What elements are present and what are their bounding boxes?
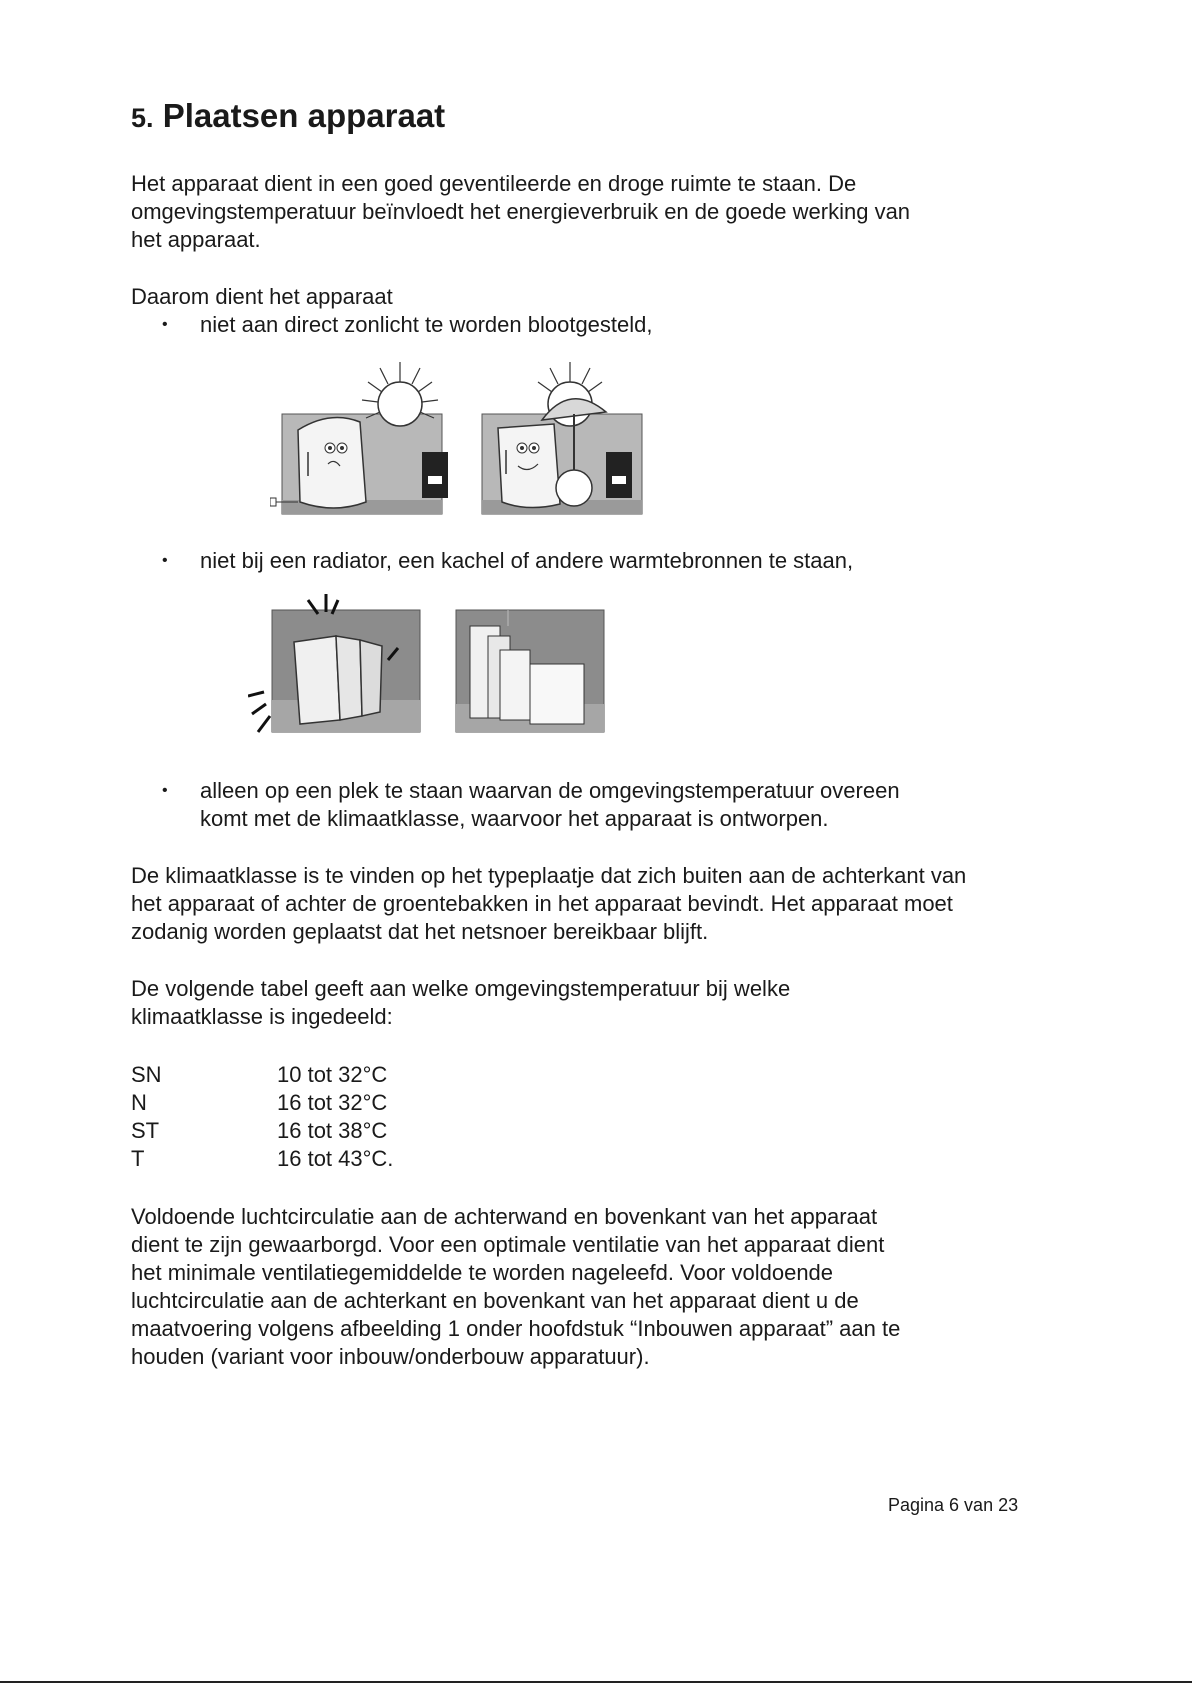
- lead-text: Daarom dient het apparaat: [131, 284, 393, 309]
- page-number: Pagina 6 van 23: [888, 1495, 1019, 1515]
- heat-source-illustration: [248, 592, 608, 738]
- temperature-range: 16 tot 43°C.: [277, 1146, 394, 1171]
- fridge-in-sun-icon: [270, 362, 448, 514]
- section-number: 5.: [131, 103, 154, 133]
- klimaat-line: het apparaat of achter de groentebakken in het apparaat bevindt. Het apparaat moet: [131, 891, 953, 916]
- bullet-text: niet aan direct zonlicht te worden blootgesteld,: [200, 312, 653, 337]
- temperature-range: 16 tot 38°C: [277, 1118, 388, 1143]
- bullet-icon: •: [162, 552, 168, 569]
- table-intro-line: De volgende tabel geeft aan welke omgevingstemperatuur bij welke: [131, 976, 791, 1001]
- climate-class: T: [131, 1146, 145, 1171]
- temperature-range: 10 tot 32°C: [277, 1062, 388, 1087]
- bullet-text: niet bij een radiator, een kachel of andere warmtebronnen te staan,: [200, 548, 854, 573]
- klimaat-line: zodanig worden geplaatst dat het netsnoer bereikbaar blijft.: [131, 919, 709, 944]
- fridge-next-to-cabinets-icon: [456, 610, 604, 732]
- section-heading: [131, 96, 445, 138]
- climate-class: SN: [131, 1062, 162, 1087]
- ventilation-line: dient te zijn gewaarborgd. Voor een optimale ventilatie van het apparaat dient: [131, 1232, 885, 1257]
- fridge-with-parasol-icon: [482, 362, 642, 514]
- bullet-icon: •: [162, 782, 168, 799]
- fridges-near-heat-icon: [248, 594, 420, 732]
- climate-class: ST: [131, 1118, 160, 1143]
- climate-class: N: [131, 1090, 147, 1115]
- ventilation-line: houden (variant voor inbouw/onderbouw apparatuur).: [131, 1344, 650, 1369]
- ventilation-line: maatvoering volgens afbeelding 1 onder hoofdstuk “Inbouwen apparaat” aan te: [131, 1316, 901, 1341]
- temperature-range: 16 tot 32°C: [277, 1090, 388, 1115]
- intro-line: omgevingstemperatuur beïnvloedt het energieverbruik en de goede werking van: [131, 199, 911, 224]
- sunlight-illustration: [270, 352, 660, 524]
- table-intro-line: klimaatklasse is ingedeeld:: [131, 1004, 393, 1029]
- ventilation-line: Voldoende luchtcirculatie aan de achterwand en bovenkant van het apparaat: [131, 1204, 878, 1229]
- bullet-text: alleen op een plek te staan waarvan de omgevingstemperatuur overeen: [200, 778, 900, 803]
- ventilation-line: luchtcirculatie aan de achterkant en bovenkant van het apparaat dient u de: [131, 1288, 859, 1313]
- page-divider: [0, 1681, 1192, 1683]
- ventilation-line: het minimale ventilatiegemiddelde te worden nageleefd. Voor voldoende: [131, 1260, 834, 1285]
- bullet-text: komt met de klimaatklasse, waarvoor het apparaat is ontworpen.: [200, 806, 829, 831]
- intro-line: het apparaat.: [131, 227, 261, 252]
- intro-line: Het apparaat dient in een goed geventileerde en droge ruimte te staan. De: [131, 171, 857, 196]
- bullet-icon: •: [162, 316, 168, 333]
- section-title: Plaatsen apparaat: [162, 97, 446, 134]
- klimaat-line: De klimaatklasse is te vinden op het typeplaatje dat zich buiten aan de achterkant van: [131, 863, 967, 888]
